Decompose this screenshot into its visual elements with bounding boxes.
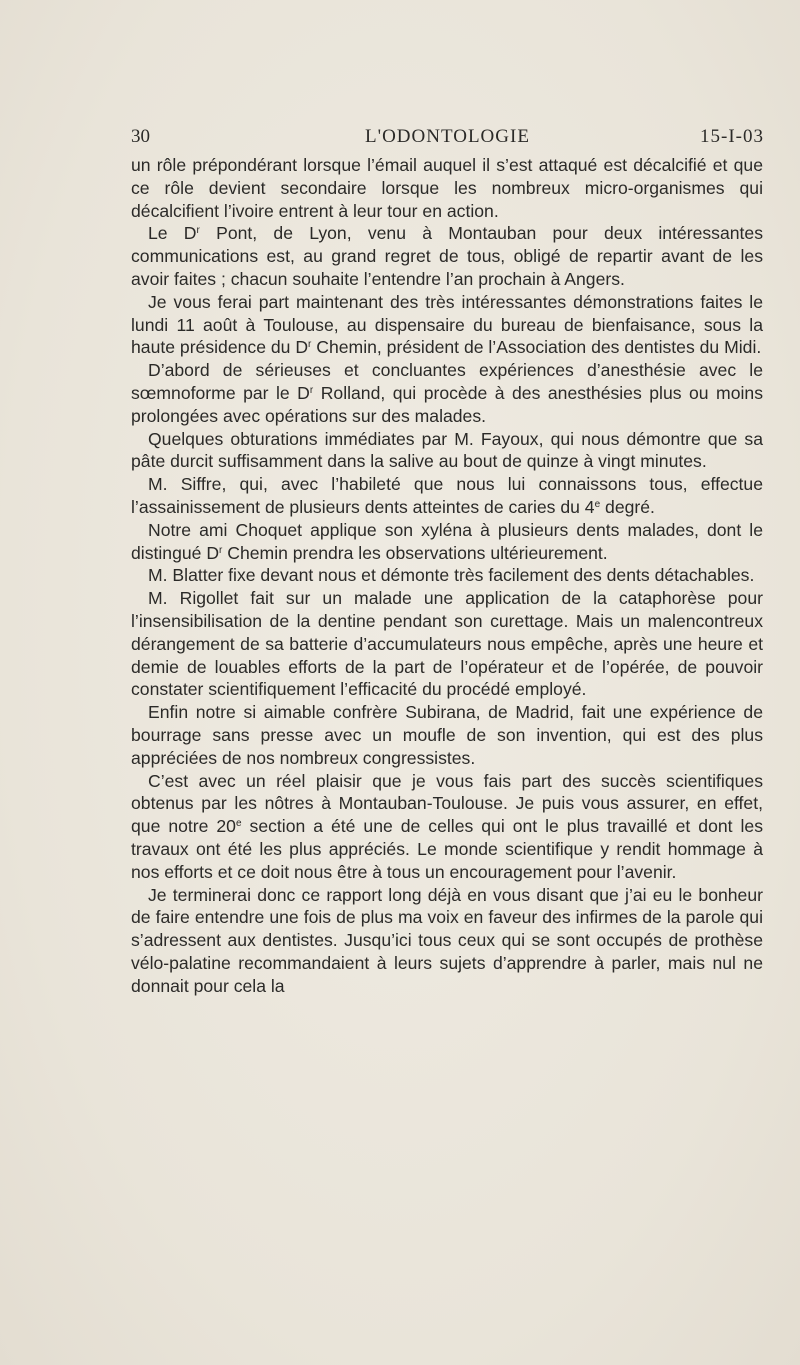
text-run: section a été une de celles qui ont le plus travaillé et dont les travaux ont été les plus appréciés. Le monde scientifique y rendit hommage à nos efforts et ce doit nous être à tous un encouragement pour l’avenir. [131, 816, 763, 882]
text-run: Enfin notre si aimable confrère Subirana, de Madrid, fait une expérience de bourrage sans presse avec un moufle de son invention, qui est des plus appréciées de nos nombreux congressistes. [131, 702, 763, 768]
superscript: e [235, 818, 242, 830]
paragraph [131, 473, 763, 519]
page-number: 30 [131, 126, 150, 147]
paragraph [131, 587, 763, 701]
paragraph [131, 291, 763, 359]
running-title: L'ODONTOLOGIE [365, 126, 530, 147]
body-text [131, 154, 763, 997]
paragraph [131, 428, 763, 474]
text-run: degré. [600, 496, 655, 517]
paragraph [131, 519, 763, 565]
paragraph [131, 701, 763, 769]
superscript: r [309, 384, 314, 396]
text-run: Chemin prendra les observations ultérieurement. [222, 542, 608, 563]
text-run: C’est avec un réel plaisir que je vous fais part des succès scientifiques obtenus par les nôtres à Montauban-Toulouse. Je puis vous assurer, en effet, que notre 20 [131, 770, 763, 837]
superscript: r [196, 225, 200, 237]
text-run: Pont, de Lyon, venu à Montauban pour deux intéressantes communications est, au grand regret de tous, obligé de repartir avant de les avoir faites ; chacun souhaite l’entendre l’an prochain à Angers. [131, 223, 763, 289]
text-run: Notre ami Choquet applique son xyléna à plusieurs dents malades, dont le distingué D [131, 519, 763, 563]
text-run: un rôle prépondérant lorsque l’émail auquel il s’est attaqué est décalcifié et que ce rôle devient secondaire lorsque les nombreux micro-organismes qui décalcifient l’ivoire entrent à leur tour en action. [131, 155, 763, 221]
paragraph [131, 564, 763, 587]
paragraph [131, 884, 763, 998]
page-header [131, 126, 764, 150]
text-run: Chemin, président de l’Association des dentistes du Midi. [311, 337, 762, 358]
paragraph [131, 359, 763, 427]
paragraph [131, 222, 763, 290]
text-run: M. Rigollet fait sur un malade une application de la cataphorèse pour l’insensibilisation de la dentine pendant son curettage. Mais un malencontreux dérangement de sa batterie d’accumulateurs nous empêche, après une heure et demie de louables efforts de la part de l’opérateur et de l’opérée, de pouvoir constater scientifiquement l’efficacité du procédé employé. [131, 588, 763, 700]
text-run: Quelques obturations immédiates par M. Fayoux, qui nous démontre que sa pâte durcit suffisamment dans la salive au bout de quinze à vingt minutes. [131, 428, 763, 472]
superscript: e [594, 498, 601, 510]
text-run: M. Blatter fixe devant nous et démonte très facilement des dents détachables. [148, 565, 755, 586]
text-run: M. Siffre, qui, avec l’habileté que nous lui connaissons tous, effectue l’assainissement de plusieurs dents atteintes de caries du 4 [131, 474, 763, 517]
text-run: D’abord de sérieuses et concluantes expériences d’anesthésie avec le sœmnoforme par le D [131, 360, 763, 403]
text-run: Je vous ferai part maintenant des très intéressantes démonstrations faites le lundi 11 août à Toulouse, au dispensaire du bureau de bienfaisance, sous la haute présidence du D [131, 291, 763, 358]
text-run: Je terminerai donc ce rapport long déjà en vous disant que j’ai eu le bonheur de faire entendre une fois de plus ma voix en faveur des infirmes de la parole qui s’adressent aux dentistes. Jusqu’ici tous ceux qui se sont occupés de prothèse vélo-palatine recommandaient à leurs sujets d’apprendre à parler, mais nul ne donnait pour cela la [131, 884, 763, 996]
superscript: r [219, 544, 223, 556]
paragraph [131, 154, 763, 222]
superscript: r [308, 339, 312, 351]
paragraph [131, 770, 763, 884]
text-run: Rolland, qui procède à des anesthésies plus ou moins prolongées avec opérations sur des malades. [131, 382, 763, 426]
text-run: Le D [148, 223, 197, 244]
issue-date: 15-I-03 [700, 126, 764, 147]
